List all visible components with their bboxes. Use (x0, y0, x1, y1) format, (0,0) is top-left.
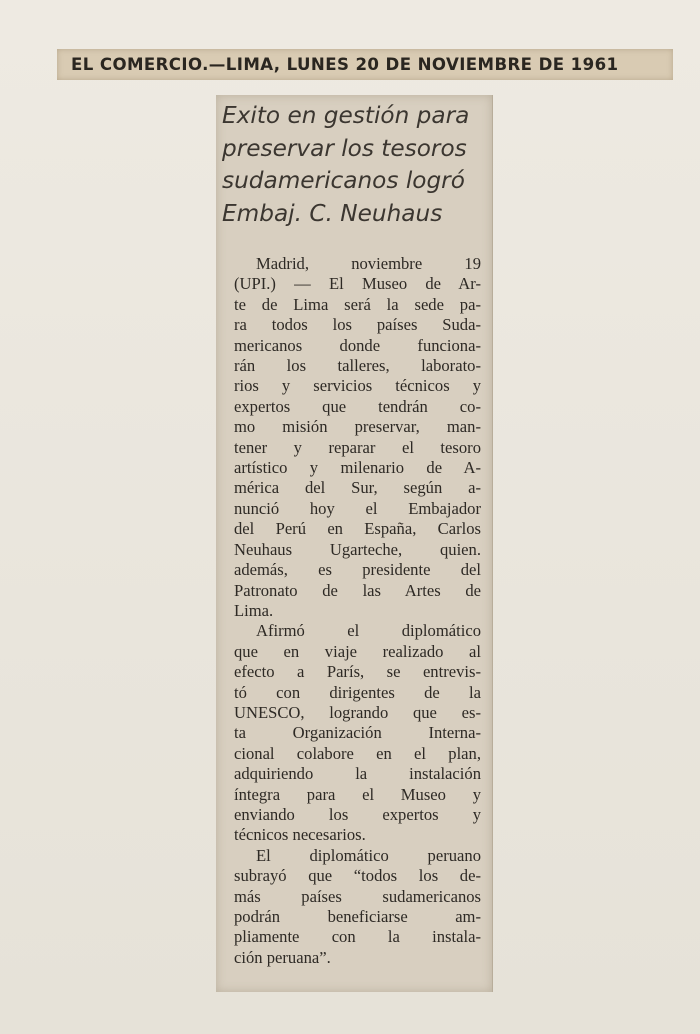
body-line: rios y servicios técnicos y (234, 376, 481, 396)
body-line: Neuhaus Ugarteche, quien. (234, 539, 481, 559)
body-line: enviando los expertos y (234, 804, 481, 824)
body-line: mérica del Sur, según a- (234, 478, 481, 498)
body-line: ra todos los países Suda- (234, 315, 481, 335)
headline-line: preservar los tesoros (222, 134, 467, 162)
body-line: pliamente con la instala- (234, 927, 481, 947)
body-line: UNESCO, logrando que es- (234, 702, 481, 722)
body-line: además, es presidente del (234, 560, 481, 580)
body-line: Lima. (234, 600, 274, 620)
body-line: más países sudamericanos (234, 886, 481, 906)
body-line: artístico y milenario de A- (234, 458, 481, 478)
body-line: íntegra para el Museo y (234, 784, 481, 804)
article-body (234, 254, 481, 968)
newspaper-clipping (216, 95, 493, 992)
body-line: cional colabore en el plan, (234, 743, 481, 763)
body-line: mericanos donde funciona- (234, 335, 481, 355)
newspaper-masthead-strip (57, 49, 673, 80)
body-line: técnicos necesarios. (234, 825, 366, 845)
body-line: El diplomático peruano (256, 845, 481, 865)
headline-line: Embaj. C. Neuhaus (222, 199, 443, 227)
body-line: del Perú en España, Carlos (234, 519, 481, 539)
body-line: Patronato de las Artes de (234, 580, 481, 600)
body-line: (UPI.) — El Museo de Ar- (234, 274, 481, 294)
body-line: ción peruana”. (234, 947, 331, 967)
body-line: tó con dirigentes de la (234, 682, 481, 702)
headline-line: sudamericanos logró (222, 167, 465, 194)
body-line: subrayó que “todos los de- (234, 866, 481, 886)
article-headline (222, 100, 507, 230)
masthead-text: EL COMERCIO.—LIMA, LUNES 20 DE NOVIEMBRE DE 1961 (71, 55, 619, 74)
body-line: expertos que tendrán co- (234, 396, 481, 416)
body-line: podrán beneficiarse am- (234, 907, 481, 926)
body-line: Madrid, noviembre 19 (256, 254, 481, 273)
body-line: adquiriendo la instalación (234, 764, 481, 784)
body-line: mo misión preservar, man- (234, 417, 481, 437)
body-line: tener y reparar el tesoro (234, 437, 481, 457)
body-line: que en viaje realizado al (234, 641, 481, 661)
body-line: efecto a París, se entrevis- (234, 662, 481, 682)
body-line: ta Organización Interna- (234, 723, 481, 743)
body-line: nunció hoy el Embajador (234, 498, 481, 518)
body-line: rán los talleres, laborato- (234, 356, 481, 376)
body-line: Afirmó el diplomático (256, 621, 481, 641)
body-line: te de Lima será la sede pa- (234, 294, 481, 314)
headline-line: Exito en gestión para (222, 102, 470, 129)
